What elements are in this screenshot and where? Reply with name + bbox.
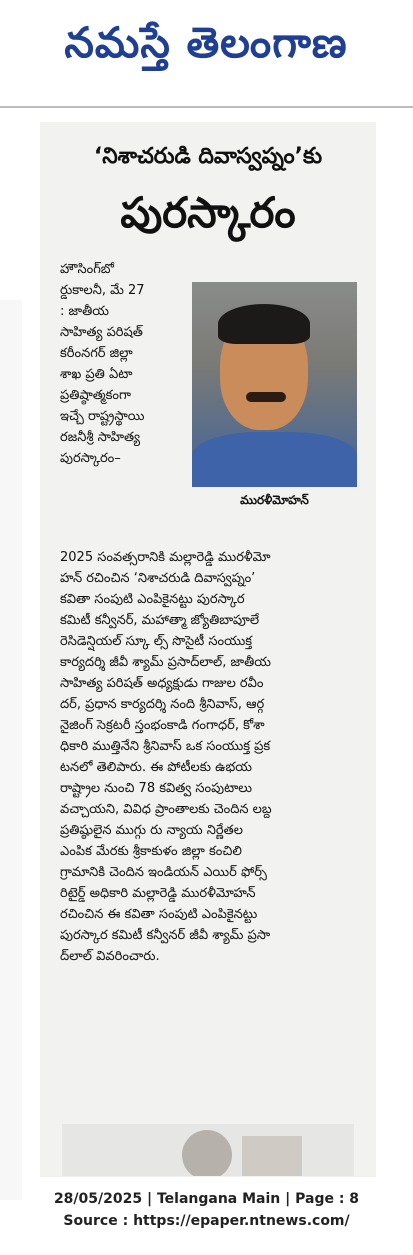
body-line: ర్డుకాలనీ, మే 27 — [60, 283, 145, 298]
body-line: వచ్చాయని, వివిధ ప్రాంతాలకు చెందిన లబ్ద — [60, 802, 272, 817]
body-line: నైజింగ్ సెక్రటరీ స్తంభంకాడి గంగాధర్, కోశా — [60, 718, 265, 733]
masthead-divider — [0, 106, 413, 108]
body-line: గ్రామానికి చెందిన ఇండియన్ ఎయిర్ ఫోర్స్ — [60, 865, 267, 880]
body-line: రచించిన ఈ కవితా సంపుటి ఎంపికైనట్టు — [60, 907, 258, 922]
body-line: 2025 సంవత్సరానికి మల్లారెడ్డి మురళీమో — [60, 550, 271, 565]
article-headline-line-1: ‘నిశాచరుడి దివాస్వప్నం’కు — [93, 144, 323, 169]
body-line: కార్యదర్శి జీవీ శ్యామ్ ప్రసాద్‌లాల్, జాతీయ — [60, 655, 272, 670]
body-line: హౌసింగ్‌బో — [60, 262, 114, 277]
edition-info: 28/05/2025 | Telangana Main | Page : 8 — [53, 1191, 360, 1207]
body-line: రజనీశ్రీ సాహిత్య — [60, 430, 141, 445]
epaper-footer — [0, 1188, 413, 1232]
body-line: ద్‌లాల్ వివరించారు. — [60, 949, 160, 964]
article-body-full-width — [60, 547, 358, 967]
body-line: రెసిడెన్షియల్ స్కూ ల్స్ సొసైటీ సంయుక్త — [60, 634, 253, 649]
body-line: ధికారి ముత్తినేని శ్రీనివాస్ ఒక సంయుక్త ప్రక — [60, 739, 271, 754]
body-line: ఎంపిక మేరకు శ్రీకాకుళం జిల్లా కంచిలి — [60, 844, 242, 859]
photo-figure — [242, 1136, 302, 1176]
body-line: ప్రతిష్ఠులైన ముగ్గు రు న్యాయ నిర్ణేతల — [60, 823, 243, 838]
body-line: సాహిత్య పరిషత్ అధ్యక్షుడు గాజుల రవీం — [60, 676, 264, 691]
body-line: శాఖ ప్రతి ఏటా — [60, 367, 133, 382]
photo-caption: మురళీమోహన్ — [240, 493, 309, 507]
body-line: కవితా సంపుటి ఎంపికైనట్టు పురస్కార — [60, 592, 245, 607]
body-line: టనలో తెలిపారు. ఈ పోటీలకు ఉభయ — [60, 760, 252, 775]
photo-shirt — [192, 432, 357, 487]
article-headline-line-2: పురస్కారం — [120, 188, 296, 237]
body-line: : జాతీయ — [60, 304, 109, 319]
photo-hair — [218, 304, 310, 344]
next-article-photo-fragment — [62, 1124, 354, 1176]
masthead — [0, 0, 413, 108]
adjacent-column-edge — [0, 300, 22, 1200]
body-line: ప్రతిష్ఠాత్మకంగా — [60, 388, 131, 403]
body-line: కమిటీ కన్వీనర్, మహాత్మా జ్యోతిబాపూలే — [60, 613, 260, 628]
body-line: సాహిత్య పరిషత్ — [60, 325, 143, 340]
body-line: పురస్కారం– — [60, 451, 121, 466]
photo-mustache — [246, 392, 286, 402]
body-line: పురస్కార కమిటీ కన్వీనర్ జీవీ శ్యామ్ ప్రసా — [60, 928, 271, 943]
body-line: ఇచ్చే రాష్ట్రస్థాయి — [60, 409, 145, 424]
body-line: రాష్ట్రాల నుంచి 78 కవిత్వ సంపుటాలు — [60, 781, 253, 796]
body-line: రిటైర్డ్ అధికారి మల్లారెడ్డి మురళీమోహన్ — [60, 886, 256, 901]
article-body-narrow-column — [60, 259, 186, 469]
author-photo — [192, 282, 357, 487]
photo-figure-head — [182, 1130, 232, 1176]
newspaper-logo: నమస్తే తెలంగాణ — [64, 18, 348, 67]
body-line: హన్ రచించిన ‘నిశాచరుడి దివాస్వప్నం’ — [60, 571, 256, 586]
body-line: దర్, ప్రధాన కార్యదర్శి నంది శ్రీనివాస్, ఆర్గ — [60, 697, 265, 712]
source-link[interactable]: Source : https://epaper.ntnews.com/ — [63, 1213, 350, 1229]
body-line: కరీంనగర్ జిల్లా — [60, 346, 133, 361]
